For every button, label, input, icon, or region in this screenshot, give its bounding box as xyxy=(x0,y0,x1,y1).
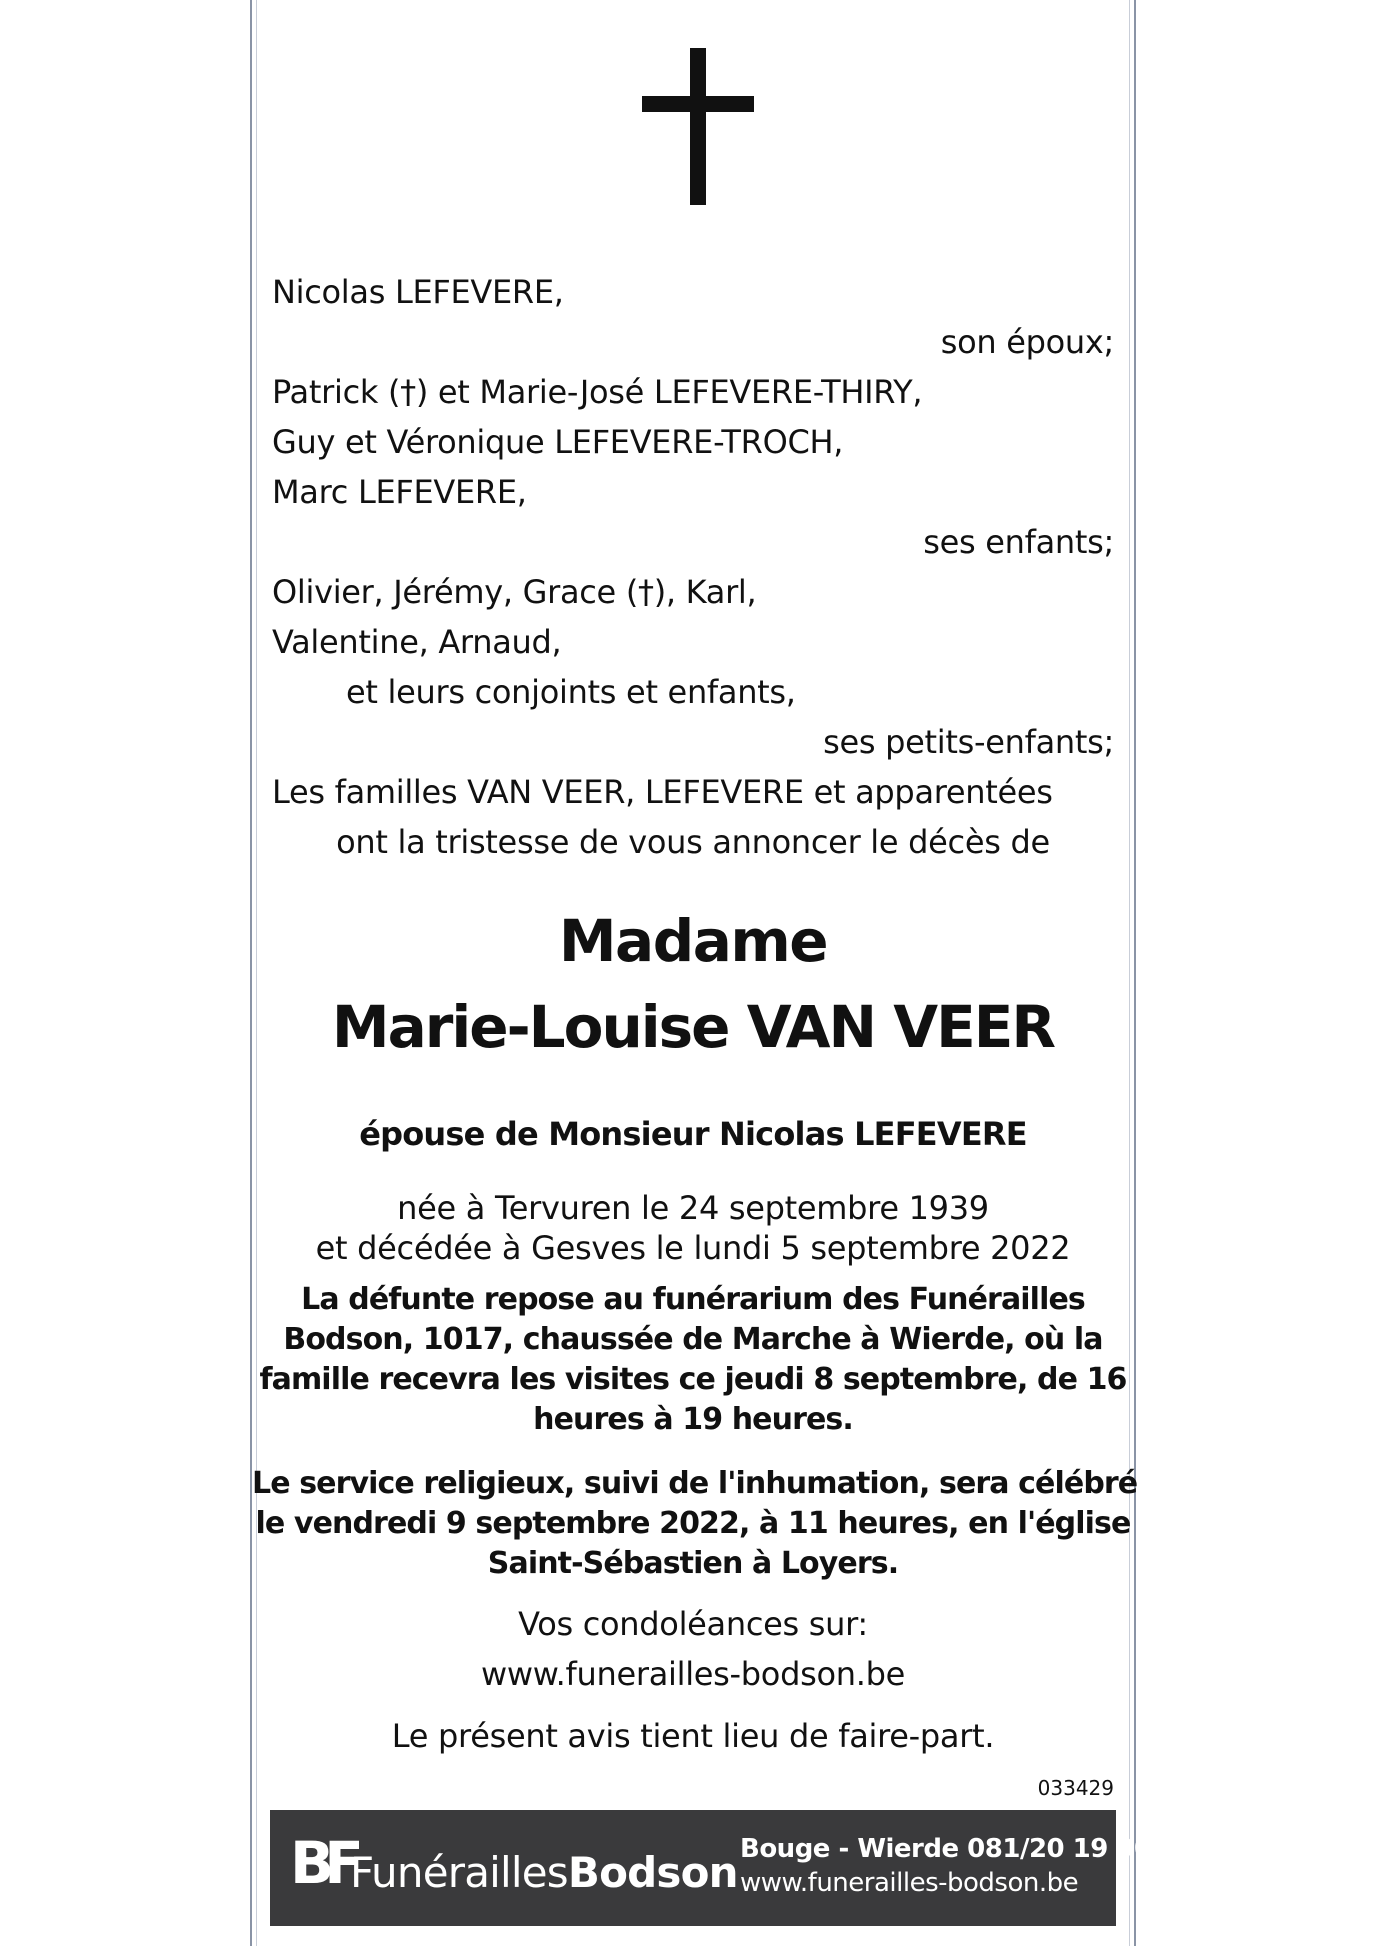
family-line: et leurs conjoints et enfants, xyxy=(346,673,796,711)
contact-block xyxy=(740,1832,1152,1900)
closing-line: Le présent avis tient lieu de faire-part. xyxy=(391,1717,995,1755)
spouse-line: épouse de Monsieur Nicolas LEFEVERE xyxy=(359,1115,1027,1153)
deceased-name: Marie-Louise VAN VEER xyxy=(331,993,1055,1061)
visitation-line: heures à 19 heures. xyxy=(533,1402,853,1437)
bodson-logo-icon: BF xyxy=(290,1829,354,1897)
service-line: le vendredi 9 septembre 2022, à 11 heures, en l'église xyxy=(255,1506,1131,1541)
deceased-title: Madame xyxy=(558,907,828,975)
relation-label: ses petits-enfants; xyxy=(823,723,1114,761)
service-line: Le service religieux, suivi de l'inhumation, sera célébré xyxy=(252,1466,1138,1501)
visitation-line: La défunte repose au funérarium des Funérailles xyxy=(301,1282,1085,1317)
relation-label: son époux; xyxy=(940,323,1114,361)
cross-icon xyxy=(642,48,754,205)
family-line: Patrick (†) et Marie-José LEFEVERE-THIRY, xyxy=(272,373,923,411)
family-line: Olivier, Jérémy, Grace (†), Karl, xyxy=(272,573,757,611)
relation-label: ses enfants; xyxy=(923,523,1114,561)
logo-word-1: Funérailles xyxy=(350,1848,568,1897)
obituary-notice xyxy=(250,0,1152,1946)
family-line: Les familles VAN VEER, LEFEVERE et apparentées xyxy=(272,773,1053,811)
logo-word-2: Bodson xyxy=(567,1848,738,1897)
death-line: et décédée à Gesves le lundi 5 septembre 2022 xyxy=(315,1229,1071,1267)
birth-line: née à Tervuren le 24 septembre 1939 xyxy=(397,1189,989,1227)
condolences-label: Vos condoléances sur: xyxy=(518,1605,868,1643)
reference-number: 033429 xyxy=(1037,1776,1114,1800)
family-line: Nicolas LEFEVERE, xyxy=(272,273,564,311)
family-line: Valentine, Arnaud, xyxy=(272,623,562,661)
visitation-line: Bodson, 1017, chaussée de Marche à Wierde, où la xyxy=(283,1322,1103,1357)
funeral-home-name xyxy=(350,1848,738,1898)
contact-website[interactable]: www.funerailles-bodson.be xyxy=(740,1868,1079,1898)
visitation-line: famille recevra les visites ce jeudi 8 septembre, de 16 xyxy=(259,1362,1127,1397)
family-line: Marc LEFEVERE, xyxy=(272,473,527,511)
announcement-line: ont la tristesse de vous annoncer le décès de xyxy=(336,823,1050,861)
contact-phone: Bouge - Wierde 081/20 19 90 xyxy=(740,1834,1152,1864)
service-line: Saint-Sébastien à Loyers. xyxy=(487,1546,899,1581)
family-line: Guy et Véronique LEFEVERE-TROCH, xyxy=(272,423,844,461)
funeral-home-banner xyxy=(270,1810,1152,1926)
condolences-link[interactable]: www.funerailles-bodson.be xyxy=(480,1655,906,1693)
